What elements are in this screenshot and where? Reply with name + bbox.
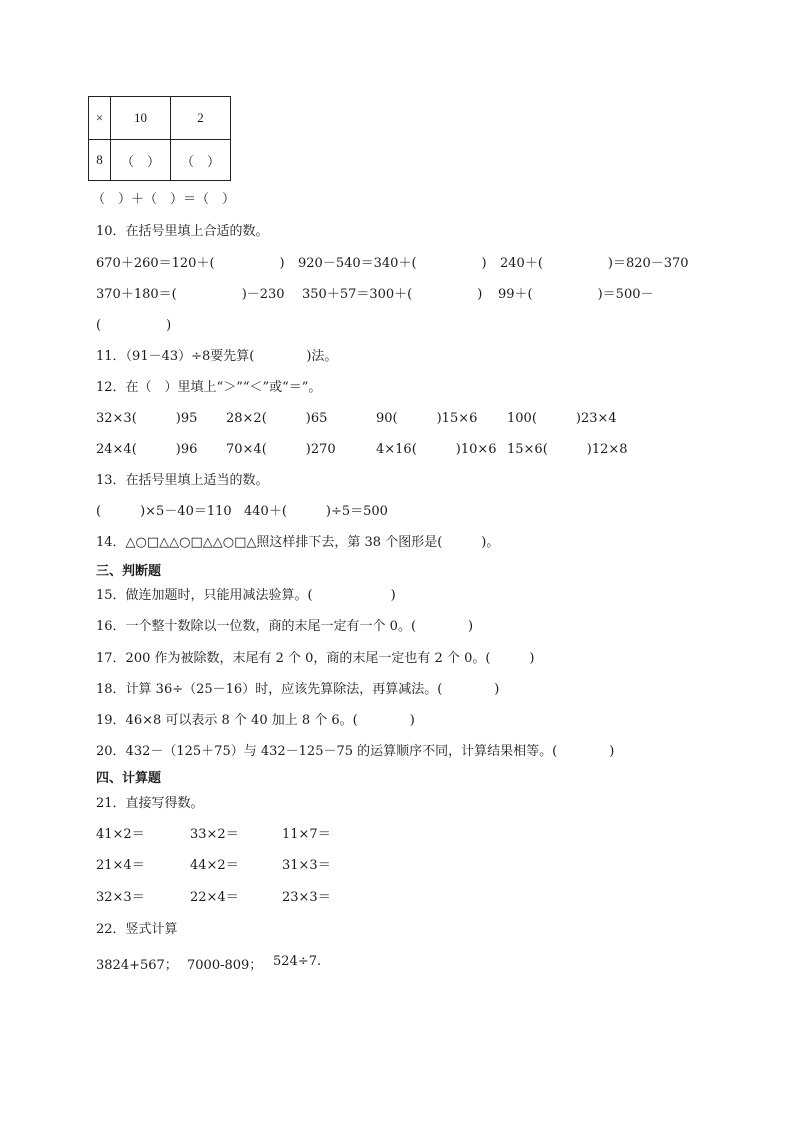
calc-item: 44×2＝ (190, 858, 239, 873)
question-13: 13．在括号里填上适当的数。 (96, 473, 269, 488)
section-heading: 四、计算题 (96, 771, 162, 786)
table-answer-cell[interactable]: （ ） (111, 140, 171, 181)
equation: ( ) (96, 318, 172, 333)
equation: 920－540＝340＋( ) (298, 256, 487, 271)
question-22: 22．竖式计算 (96, 922, 178, 937)
table-cell: × (89, 97, 111, 140)
calc-item: 524÷7. (273, 954, 322, 969)
calc-item: 7000-809； (187, 958, 263, 973)
comparison: 4×16( )10×6 (376, 442, 497, 457)
question-15: 15．做连加题时，只能用减法验算。( ) (96, 588, 396, 603)
table-cell: 8 (89, 140, 111, 181)
equation: 350＋57＝300＋( ) (302, 287, 483, 302)
question-16: 16．一个整十数除以一位数，商的末尾一定有一个 0。( ) (96, 619, 474, 634)
calc-item: 23×3＝ (282, 890, 331, 905)
equation: 440＋( )÷5＝500 (244, 504, 388, 519)
question-20: 20．432－（125＋75）与 432－125－75 的运算顺序不同，计算结果相等。( ) (96, 744, 615, 759)
equation: 99＋( )＝500－ (498, 287, 654, 302)
table-cell: 10 (111, 97, 171, 140)
question-14: 14．△○□△△○□△△○□△照这样排下去，第 38 个图形是( )。 (96, 535, 500, 550)
question-17: 17．200 作为被除数，末尾有 2 个 0，商的末尾一定也有 2 个 0。( ) (96, 651, 535, 666)
calc-item: 22×4＝ (190, 890, 239, 905)
equation: 370＋180＝( )－230 (96, 287, 285, 302)
section-heading: 三、判断题 (96, 564, 162, 579)
comparison: 32×3( )95 (96, 411, 198, 426)
question-11: 11．（91－43）÷8要先算( )法。 (96, 349, 338, 364)
comparison: 24×4( )96 (96, 442, 198, 457)
calc-item: 21×4＝ (96, 858, 145, 873)
table-answer-cell[interactable]: （ ） (171, 140, 231, 181)
comparison: 100( )23×4 (507, 411, 617, 426)
table-cell: 2 (171, 97, 231, 140)
sum-blanks-line: （ ）＋（ ）＝（ ） (92, 192, 236, 207)
calc-item: 33×2＝ (190, 827, 239, 842)
equation: ( )×5－40＝110 (96, 504, 232, 519)
comparison: 15×6( )12×8 (507, 442, 628, 457)
calc-item: 32×3＝ (96, 890, 145, 905)
question-21: 21．直接写得数。 (96, 796, 204, 811)
question-19: 19．46×8 可以表示 8 个 40 加上 8 个 6。( ) (96, 713, 415, 728)
comparison: 90( )15×6 (376, 411, 478, 426)
question-12: 12．在（ ）里填上“＞”“＜”或“＝”。 (96, 380, 322, 395)
multiplication-table (88, 96, 231, 181)
equation: 670＋260＝120＋( ) (96, 256, 285, 271)
calc-item: 3824+567； (96, 958, 178, 973)
question-18: 18．计算 36÷（25－16）时，应该先算除法，再算减法。( ) (96, 682, 500, 697)
comparison: 70×4( )270 (226, 442, 336, 457)
equation: 240＋( )＝820－370 (500, 256, 689, 271)
calc-item: 41×2＝ (96, 827, 145, 842)
comparison: 28×2( )65 (226, 411, 328, 426)
question-10: 10．在括号里填上合适的数。 (96, 224, 269, 239)
calc-item: 31×3＝ (282, 858, 331, 873)
calc-item: 11×7＝ (282, 827, 331, 842)
